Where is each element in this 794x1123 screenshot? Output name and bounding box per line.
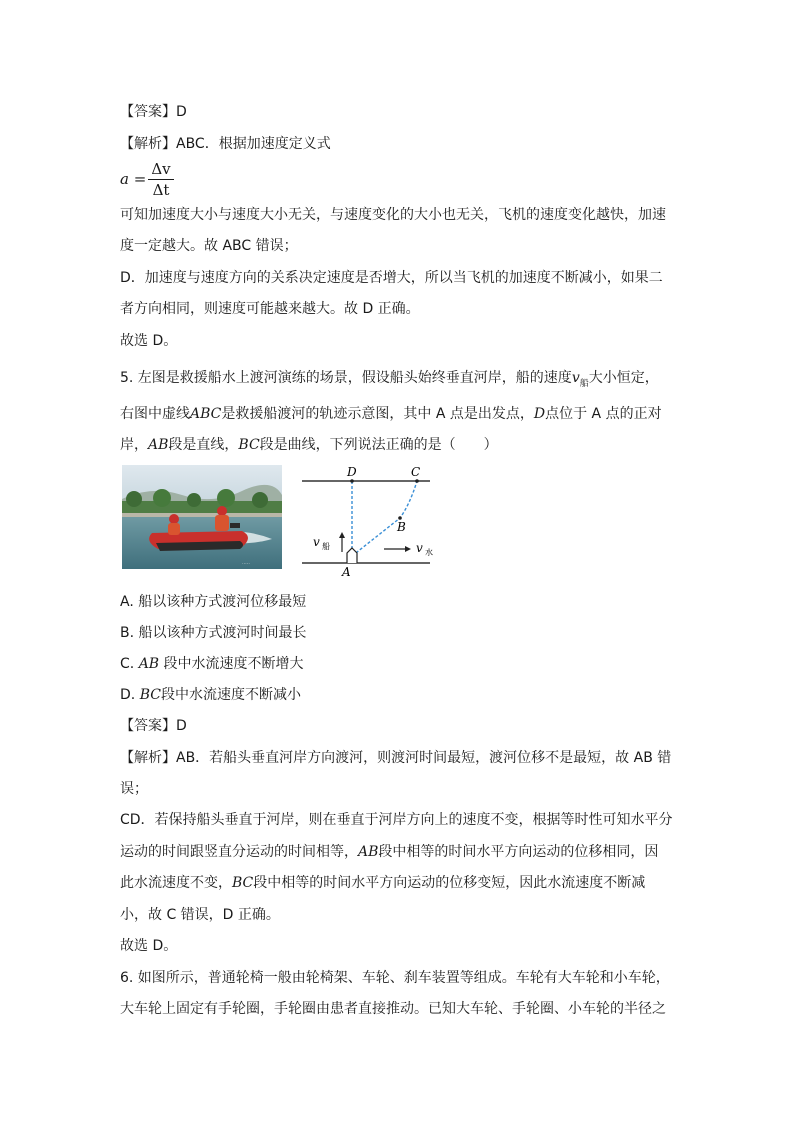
- segment-symbol: AB: [148, 437, 169, 453]
- analysis-text: 段中相等的时间水平方向运动的位移相同，因: [378, 844, 659, 860]
- fraction-bar: [148, 179, 174, 180]
- q5-stem-line-2: [120, 404, 680, 424]
- option-c: [120, 654, 680, 674]
- label-D: D: [347, 465, 357, 479]
- analysis-text: 运动的时间跟竖直分运动的时间相等，: [120, 844, 358, 860]
- acceleration-formula: [120, 160, 200, 200]
- q5-stem-line-3: [120, 435, 680, 455]
- formula-fraction: [148, 160, 174, 199]
- label-C: C: [411, 465, 421, 479]
- q5-analysis-line-5: [120, 873, 680, 893]
- q4-text-line-2: 度一定越大。故 ABC 错误；: [120, 238, 298, 254]
- q5-stem-text: 段是曲线，下列说法正确的是（ ）: [259, 437, 498, 453]
- q4-text-line-4: 者方向相同，则速度可能越来越大。故 D 正确。: [120, 301, 420, 317]
- q5-choose-line: 故选 D。: [120, 938, 178, 954]
- q4-text-line-3: D．加速度与速度方向的关系决定速度是否增大，所以当飞机的加速度不断减小，如果二: [120, 270, 663, 286]
- analysis-text: AB．若船头垂直河岸方向渡河，则渡河时间最短，渡河位移不是最短，故 AB 错: [176, 750, 672, 766]
- rescue-boat-illustration: [122, 465, 282, 569]
- analysis-text: 段中相等的时间水平方向运动的位移变短，因此水流速度不断减: [253, 875, 646, 891]
- point-D: [350, 479, 354, 483]
- label-B: B: [397, 520, 406, 534]
- analysis-tag: 【解析】: [120, 750, 176, 766]
- segment-symbol: BC: [238, 437, 260, 453]
- boat-icon: [347, 548, 357, 563]
- q5-stem-text: 是救援船渡河的轨迹示意图，其中 A 点是出发点，: [221, 406, 534, 422]
- label-boat-sub: 船: [322, 542, 330, 551]
- point-C: [415, 479, 419, 483]
- velocity-subscript: 船: [579, 378, 589, 389]
- option-d-text: 段中水流速度不断减小: [160, 687, 301, 703]
- answer-value: D: [176, 718, 187, 734]
- label-A: A: [342, 565, 351, 578]
- q6-stem-line-1: 6. 如图所示，普通轮椅一般由轮椅架、车轮、刹车装置等组成。车轮有大车轮和小车轮，: [120, 970, 670, 986]
- q5-analysis-line-4: [120, 842, 680, 862]
- formula-denominator: Δt: [152, 181, 170, 199]
- analysis-tag: 【解析】: [120, 136, 176, 152]
- q5-stem-line-1: [120, 368, 680, 394]
- answer-tag: 【答案】: [120, 104, 176, 120]
- formula-lhs: a =: [120, 170, 147, 188]
- segment-symbol: AB: [358, 844, 379, 860]
- point-symbol: D: [533, 406, 546, 422]
- option-d: [120, 685, 680, 705]
- option-c-text: 段中水流速度不断增大: [159, 656, 304, 672]
- option-c-symbol: AB: [138, 656, 160, 672]
- analysis-intro: ABC．根据加速度定义式: [176, 136, 331, 152]
- analysis-text: 此水流速度不变，: [120, 875, 232, 891]
- rescue-boat-photo: [122, 465, 282, 569]
- q4-text-line-1: 可知加速度大小与速度大小无关，与速度变化的大小也无关，飞机的速度变化越快，加速: [120, 207, 666, 223]
- velocity-symbol: v: [571, 370, 580, 386]
- q4-answer-line: [120, 102, 680, 122]
- q4-analysis-line: [120, 134, 680, 154]
- option-d-symbol: BC: [139, 687, 161, 703]
- label-v-boat: v: [313, 535, 320, 549]
- label-v-water: v: [416, 541, 423, 555]
- q5-stem-text: 右图中虚线: [120, 406, 190, 422]
- boat-velocity-arrowhead: [339, 532, 345, 538]
- option-c-prefix: C.: [120, 656, 139, 672]
- q4-choose-line: 故选 D。: [120, 333, 178, 349]
- q5-stem-text: 大小恒定，: [588, 370, 659, 386]
- q6-stem-line-2: 大车轮上固定有手轮圈，手轮圈由患者直接推动。已知大车轮、手轮圈、小车轮的半径之: [120, 1001, 666, 1017]
- q5-analysis-line-3: CD．若保持船头垂直于河岸，则在垂直于河岸方向上的速度不变，根据等时性可知水平分: [120, 812, 673, 828]
- ABC-trajectory-path: [352, 481, 417, 556]
- option-d-prefix: D.: [120, 687, 140, 703]
- q5-answer-line: [120, 716, 680, 736]
- trajectory-diagram: [300, 460, 440, 578]
- trajectory-svg: [300, 460, 440, 578]
- answer-tag: 【答案】: [120, 718, 176, 734]
- option-a: A. 船以该种方式渡河位移最短: [120, 594, 307, 610]
- q5-analysis-line-1: [120, 748, 680, 768]
- segment-symbol: BC: [232, 875, 254, 891]
- q5-stem-text: 点位于 A 点的正对: [545, 406, 662, 422]
- q5-analysis-line-2: 误；: [120, 781, 148, 797]
- path-symbol: ABC: [190, 406, 222, 422]
- formula-numerator: Δv: [151, 160, 171, 178]
- svg-text:·····: ·····: [242, 561, 250, 567]
- q5-stem-text: 段是直线，: [168, 437, 239, 453]
- q5-stem-text: 岸，: [120, 437, 148, 453]
- answer-value: D: [176, 104, 187, 120]
- q5-stem-text: 5. 左图是救援船水上渡河演练的场景，假设船头始终垂直河岸，船的速度: [120, 370, 572, 386]
- q5-analysis-line-6: 小，故 C 错误，D 正确。: [120, 907, 280, 923]
- water-velocity-arrowhead: [405, 546, 411, 552]
- option-b: B. 船以该种方式渡河时间最长: [120, 625, 307, 641]
- label-water-sub: 水: [425, 548, 433, 557]
